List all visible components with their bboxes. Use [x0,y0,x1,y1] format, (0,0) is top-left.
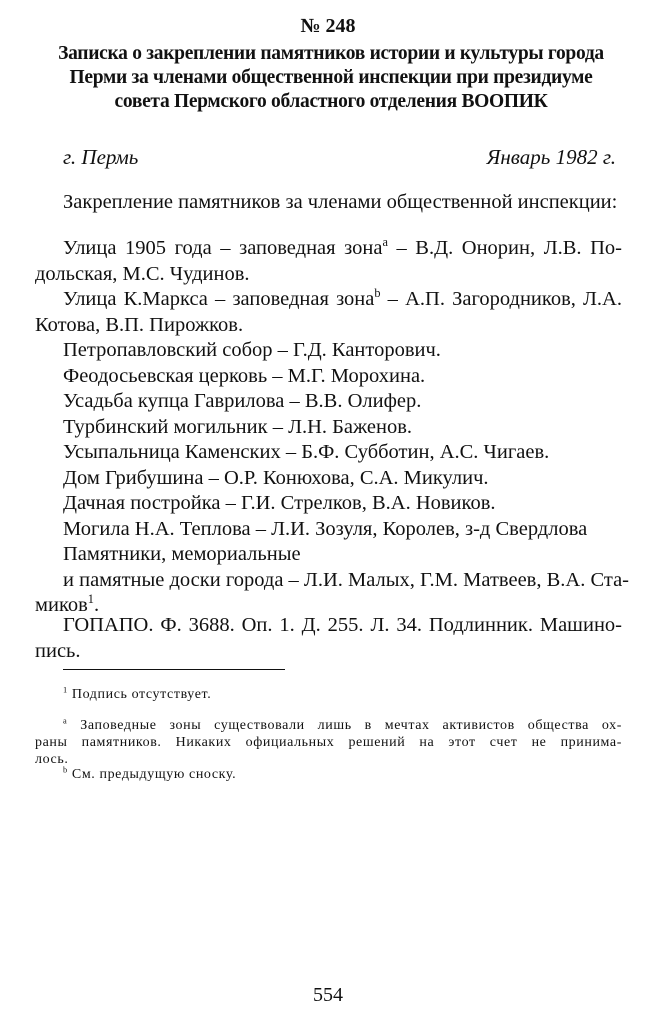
intro-text: Закрепление памятников за членами общественной инспекции: [63,191,618,213]
list-item: Феодосьевская церковь – М.Г. Морохина. [63,364,426,387]
footnote-divider [63,669,285,670]
list-item: Улица К.Маркса – заповедная зона$^b$ – А.П. Загородников, Л.А. Котова, В.П. Пирожков. [35,286,622,336]
title-line-2: Перми за членами общественной инспекции при президиуме [69,67,593,88]
archive-reference: ГОПАПО. Ф. 3688. Оп. 1. Д. 255. Л. 34. Подлинник. Машино- пись. [35,614,622,662]
document-title [40,42,622,114]
document-date: Январь 1982 г. [486,145,616,169]
list-item: Усыпальница Каменских – Б.Ф. Субботин, А.С. Чигаев. [63,441,550,463]
document-place: г. Пермь [63,145,139,169]
monument-list [35,235,629,619]
list-item: Петропавловский собор – Г.Д. Канторович. [63,339,441,361]
document-number: № 248 [300,15,356,37]
footnote-a: $^a$ Заповедные зоны существовали лишь в мечтах активистов общества ох- раны памятников. Никаких официальных решений на этот счет не принима- лось. [35,716,622,767]
footnote-ref-1: 1 [87,592,94,607]
list-item: и памятные доски города – Л.И. Малых, Г.М. Матвеев, В.А. Ста- миков$^1$. [35,568,629,616]
title-line-3: совета Пермского областного отделения ВООПИК [114,91,548,112]
title-line-1: Записка о закреплении памятников истории и культуры города [58,43,604,64]
page-number: 554 [313,984,343,1006]
list-item: Дачная постройка – Г.И. Стрелков, В.А. Новиков. [63,492,496,514]
footnote-ref-b: b [374,286,381,301]
list-item: Дом Грибушина – О.Р. Конюхова, С.А. Микулич. [63,466,489,489]
footnote-1: $^1$ Подпись отсутствует. [63,685,212,702]
footnote-ref-a: a [382,235,388,250]
footnote-b: $^b$ См. предыдущую сноску. [63,765,237,782]
list-item: Усадьба купца Гаврилова – В.В. Олифер. [63,390,422,412]
list-item: Памятники, мемориальные [63,543,301,565]
list-item: Турбинский могильник – Л.Н. Баженов. [63,415,413,438]
list-item: Могила Н.А. Теплова – Л.И. Зозуля, Королев, з-д Свердлова [63,517,588,540]
list-item: Улица 1905 года – заповедная зона$^a$ – В.Д. Онорин, Л.В. По- дольская, М.С. Чудинов. [35,235,622,285]
